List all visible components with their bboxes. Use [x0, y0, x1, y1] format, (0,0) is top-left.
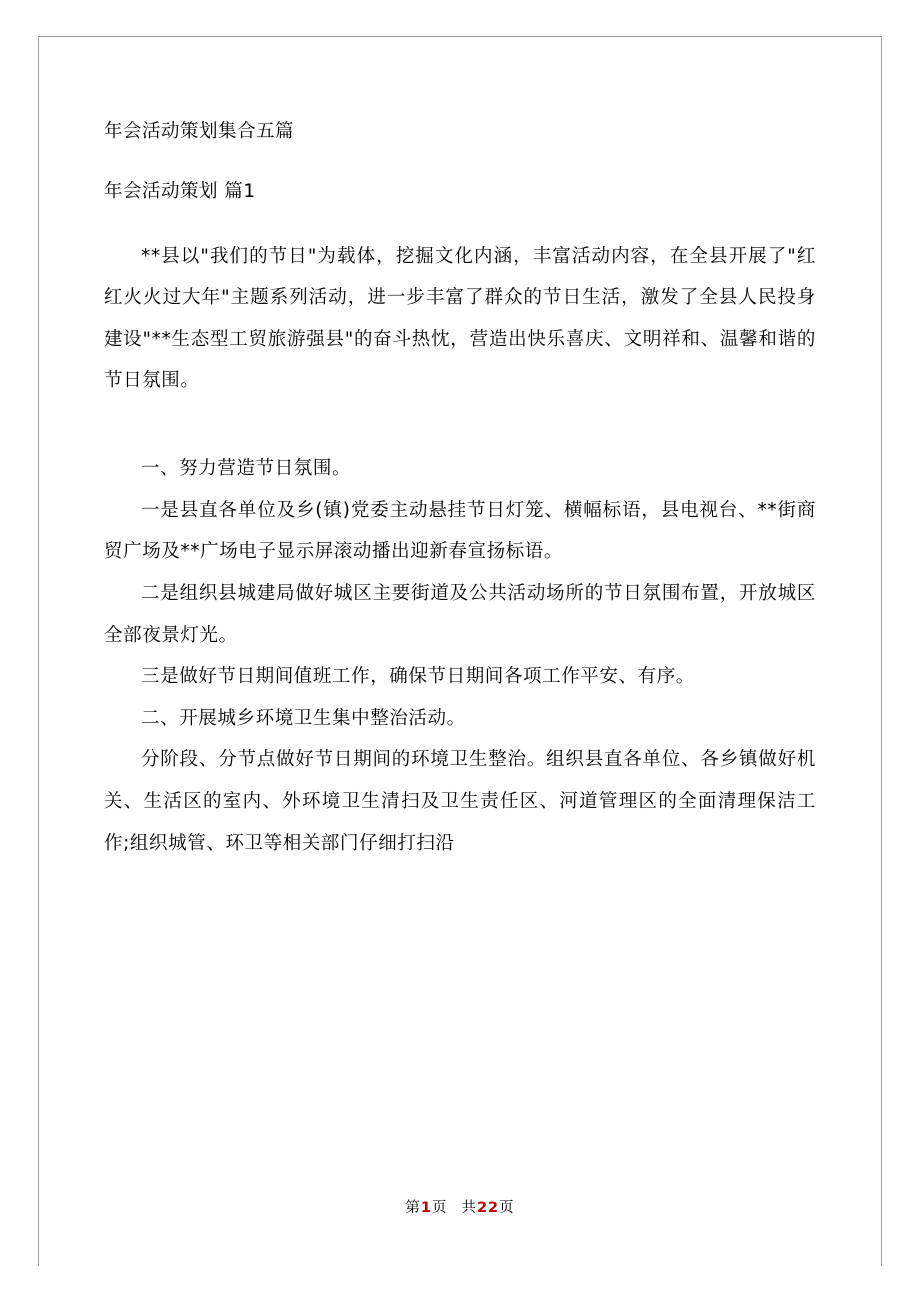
footer-total-prefix: 共: [461, 1200, 477, 1216]
page-border-top: [38, 36, 882, 37]
paragraph-6: 二、开展城乡环境卫生集中整治活动。: [141, 707, 466, 729]
paragraph-spacer: [104, 402, 816, 448]
footer-page-number: 1: [420, 1200, 432, 1216]
footer-page-prefix: 第: [405, 1200, 421, 1216]
paragraph-4: 二是组织县城建局做好城区主要街道及公共活动场所的节日氛围布置，开放城区全部夜景灯光。: [104, 582, 816, 646]
document-body: [104, 118, 816, 864]
footer-page-suffix: 页: [431, 1200, 448, 1216]
footer-total-number: 22: [476, 1200, 500, 1216]
paragraph-2: 一、努力营造节日氛围。: [141, 458, 352, 479]
paragraph-5: 三是做好节日期间值班工作，确保节日期间各项工作平安、有序。: [141, 666, 695, 688]
paragraph-1: **县以"我们的节日"为载体，挖掘文化内涵，丰富活动内容，在全县开展了"红红火火过大年"主题系列活动，进一步丰富了群众的节日生活，激发了全县人民投身建设"**生态型工贸旅游强县"的奋斗热忱，营造出快乐喜庆、文明祥和、温馨和谐的节日氛围。: [104, 245, 816, 392]
section-heading: 年会活动策划 篇1: [104, 180, 256, 202]
footer-total-suffix: 页: [499, 1200, 515, 1216]
page-border-left: [38, 36, 39, 1266]
paragraph-7: 分阶段、分节点做好节日期间的环境卫生整治。组织县直各单位、各乡镇做好机关、生活区的室内、外环境卫生清扫及卫生责任区、河道管理区的全面清理保洁工作;组织城管、环卫等相关部门仔细打扫沿: [104, 749, 816, 854]
page-footer: [0, 1196, 920, 1217]
page-border-right: [881, 36, 882, 1266]
page-title: 年会活动策划集合五篇: [104, 121, 295, 142]
paragraph-3: 一是县直各单位及乡(镇)党委主动悬挂节日灯笼、横幅标语，县电视台、**街商贸广场及**广场电子显示屏滚动播出迎新春宣扬标语。: [104, 499, 816, 563]
